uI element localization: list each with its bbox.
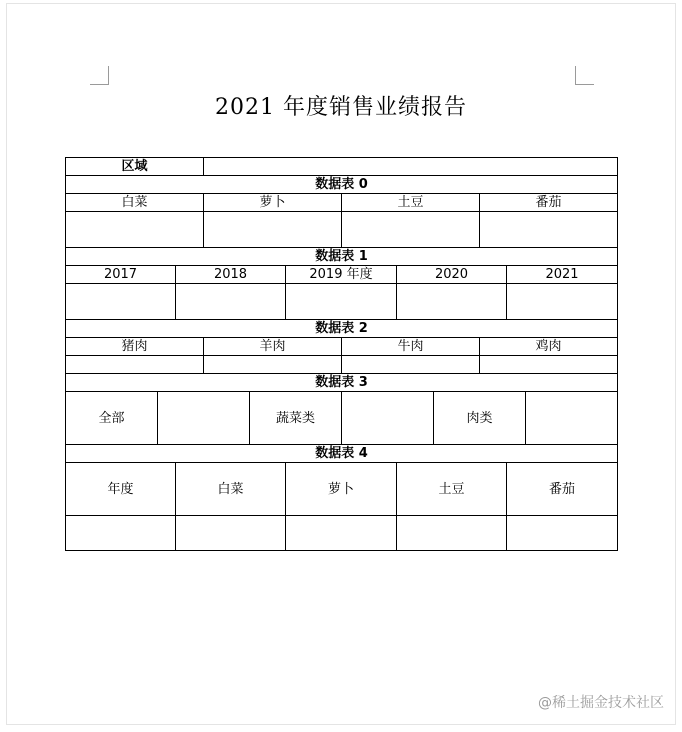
- sheet4-data-cell[interactable]: [397, 516, 507, 551]
- sheet4-header: 萝卜: [286, 463, 397, 516]
- sheet1-title: 数据表 1: [66, 248, 618, 266]
- sheet1-table: [65, 247, 618, 320]
- sheet0-header: 土豆: [342, 194, 480, 212]
- sheet0-data-cell[interactable]: [342, 212, 480, 248]
- sheet0-header: 白菜: [66, 194, 204, 212]
- sheet3-title: 数据表 3: [66, 374, 618, 392]
- region-label: 区域: [66, 158, 204, 176]
- sheet4-header: 白菜: [176, 463, 286, 516]
- sheet3-value-all[interactable]: [158, 392, 250, 445]
- sheet0-data-cell[interactable]: [204, 212, 342, 248]
- sheet2-data-cell[interactable]: [342, 356, 480, 374]
- sheet0-title: 数据表 0: [66, 176, 618, 194]
- margin-corner-top-left: [90, 66, 109, 85]
- sheet2-header: 鸡肉: [480, 338, 618, 356]
- sheet1-header: 2017: [66, 266, 176, 284]
- sheet2-title: 数据表 2: [66, 320, 618, 338]
- sheet2-table: [65, 319, 618, 374]
- sheet2-data-cell[interactable]: [204, 356, 342, 374]
- sheet1-header: 2020: [397, 266, 507, 284]
- sheet4-data-cell[interactable]: [176, 516, 286, 551]
- sheet0-header: 萝卜: [204, 194, 342, 212]
- sheet3-value-vegetables[interactable]: [342, 392, 434, 445]
- sheet4-data-cell[interactable]: [66, 516, 176, 551]
- region-value-cell[interactable]: [204, 158, 618, 176]
- sheet2-header: 羊肉: [204, 338, 342, 356]
- margin-corner-top-right: [575, 66, 594, 85]
- sheet4-header: 土豆: [397, 463, 507, 516]
- report-table-top: [65, 157, 618, 248]
- sheet0-data-cell[interactable]: [480, 212, 618, 248]
- sheet1-header: 2021: [507, 266, 618, 284]
- sheet3-label-all: 全部: [66, 392, 158, 445]
- document-title: 2021 年度销售业绩报告: [215, 95, 467, 120]
- sheet0-data-cell[interactable]: [66, 212, 204, 248]
- sheet1-data-cell[interactable]: [286, 284, 397, 320]
- sheet3-label-meat: 肉类: [434, 392, 526, 445]
- watermark: @稀土掘金技术社区: [538, 695, 664, 711]
- sheet3-label-vegetables: 蔬菜类: [250, 392, 342, 445]
- sheet4-header: 番茄: [507, 463, 618, 516]
- sheet4-data-cell[interactable]: [507, 516, 618, 551]
- sheet2-data-cell[interactable]: [480, 356, 618, 374]
- sheet1-data-cell[interactable]: [176, 284, 286, 320]
- sheet1-header: 2019 年度: [286, 266, 397, 284]
- sheet3-table: [65, 373, 618, 445]
- sheet2-data-cell[interactable]: [66, 356, 204, 374]
- sheet4-data-cell[interactable]: [286, 516, 397, 551]
- sheet1-data-cell[interactable]: [507, 284, 618, 320]
- sheet2-header: 牛肉: [342, 338, 480, 356]
- sheet1-data-cell[interactable]: [397, 284, 507, 320]
- sheet1-header: 2018: [176, 266, 286, 284]
- sheet4-title: 数据表 4: [66, 445, 618, 463]
- sheet4-header: 年度: [66, 463, 176, 516]
- sheet1-data-cell[interactable]: [66, 284, 176, 320]
- sheet3-value-meat[interactable]: [526, 392, 618, 445]
- sheet4-table: [65, 444, 618, 551]
- sheet0-header: 番茄: [480, 194, 618, 212]
- sheet2-header: 猪肉: [66, 338, 204, 356]
